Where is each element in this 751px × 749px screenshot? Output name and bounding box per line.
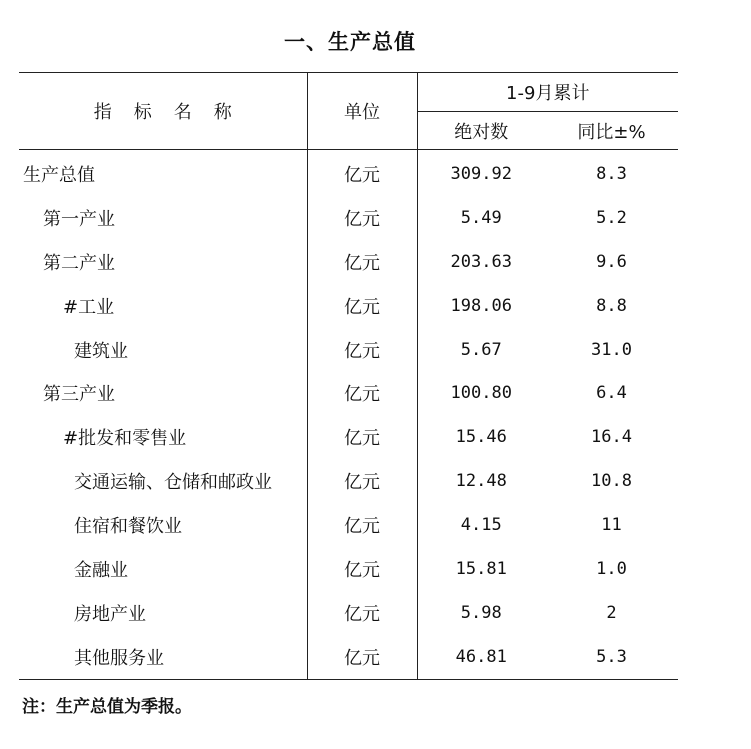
row-yoy: 5.3 bbox=[545, 635, 678, 679]
row-unit: 亿元 bbox=[307, 150, 417, 196]
row-yoy: 2 bbox=[606, 602, 617, 623]
header-period: 1-9月累计 bbox=[417, 73, 678, 112]
table-row bbox=[19, 635, 678, 679]
row-unit: 亿元 bbox=[307, 240, 417, 284]
row-yoy: 1.0 bbox=[596, 558, 627, 579]
row-unit: 亿元 bbox=[307, 284, 417, 328]
row-yoy: 11 bbox=[601, 515, 622, 536]
row-name: 住宿和餐饮业 bbox=[19, 503, 307, 547]
row-name: 第一产业 bbox=[19, 196, 307, 240]
header-absolute: 绝对数 bbox=[417, 112, 545, 150]
row-name: 第二产业 bbox=[19, 240, 307, 284]
gdp-table bbox=[19, 72, 678, 680]
row-yoy: 10.8 bbox=[591, 471, 632, 492]
table-row bbox=[19, 328, 678, 372]
row-name: 其他服务业 bbox=[19, 635, 307, 679]
row-unit: 亿元 bbox=[307, 328, 417, 372]
row-value: 5.67 bbox=[460, 339, 502, 360]
row-name: 建筑业 bbox=[19, 328, 307, 372]
row-value: 12.48 bbox=[455, 471, 507, 492]
row-yoy: 6.4 bbox=[596, 383, 627, 404]
row-unit: 亿元 bbox=[307, 415, 417, 459]
header-yoy: 同比±% bbox=[545, 112, 678, 150]
row-yoy: 8.3 bbox=[596, 163, 627, 184]
header-unit: 单位 bbox=[307, 73, 417, 150]
row-value: 15.81 bbox=[455, 558, 507, 579]
table-row bbox=[19, 547, 678, 591]
row-value: 4.15 bbox=[460, 515, 502, 536]
table-row bbox=[19, 459, 678, 503]
table-row bbox=[19, 503, 678, 547]
row-yoy: 16.4 bbox=[591, 427, 632, 448]
row-yoy: 8.8 bbox=[596, 295, 627, 316]
table-row bbox=[19, 284, 678, 328]
row-name: 房地产业 bbox=[19, 591, 307, 635]
row-unit: 亿元 bbox=[307, 635, 417, 679]
page-title: 一、生产总值 bbox=[284, 30, 416, 54]
row-value: 309.92 bbox=[450, 163, 512, 184]
row-name: 第三产业 bbox=[19, 371, 307, 415]
footnote: 注：生产总值为季报。 bbox=[22, 697, 192, 717]
row-unit: 亿元 bbox=[307, 459, 417, 503]
row-name: 生产总值 bbox=[19, 150, 307, 196]
row-unit: 亿元 bbox=[307, 591, 417, 635]
row-unit: 亿元 bbox=[307, 503, 417, 547]
row-name: 金融业 bbox=[19, 547, 307, 591]
table-row bbox=[19, 196, 678, 240]
row-yoy: 5.2 bbox=[596, 207, 627, 228]
row-value: 198.06 bbox=[450, 295, 512, 316]
row-name: #批发和零售业 bbox=[19, 415, 307, 459]
table-row bbox=[19, 150, 678, 196]
row-value: 203.63 bbox=[450, 251, 512, 272]
table-row bbox=[19, 371, 678, 415]
row-value: 100.80 bbox=[450, 383, 512, 404]
row-yoy: 31.0 bbox=[591, 339, 632, 360]
row-value: 5.98 bbox=[460, 602, 502, 623]
table-row bbox=[19, 415, 678, 459]
row-name: #工业 bbox=[19, 284, 307, 328]
row-value: 15.46 bbox=[455, 427, 507, 448]
row-unit: 亿元 bbox=[307, 196, 417, 240]
row-value: 46.81 bbox=[417, 635, 545, 679]
table-row bbox=[19, 240, 678, 284]
row-unit: 亿元 bbox=[307, 547, 417, 591]
row-yoy: 9.6 bbox=[596, 251, 627, 272]
row-unit: 亿元 bbox=[307, 371, 417, 415]
row-value: 5.49 bbox=[460, 207, 502, 228]
table-row bbox=[19, 591, 678, 635]
row-name: 交通运输、仓储和邮政业 bbox=[19, 459, 307, 503]
header-indicator-name: 指标名称 bbox=[19, 73, 307, 150]
